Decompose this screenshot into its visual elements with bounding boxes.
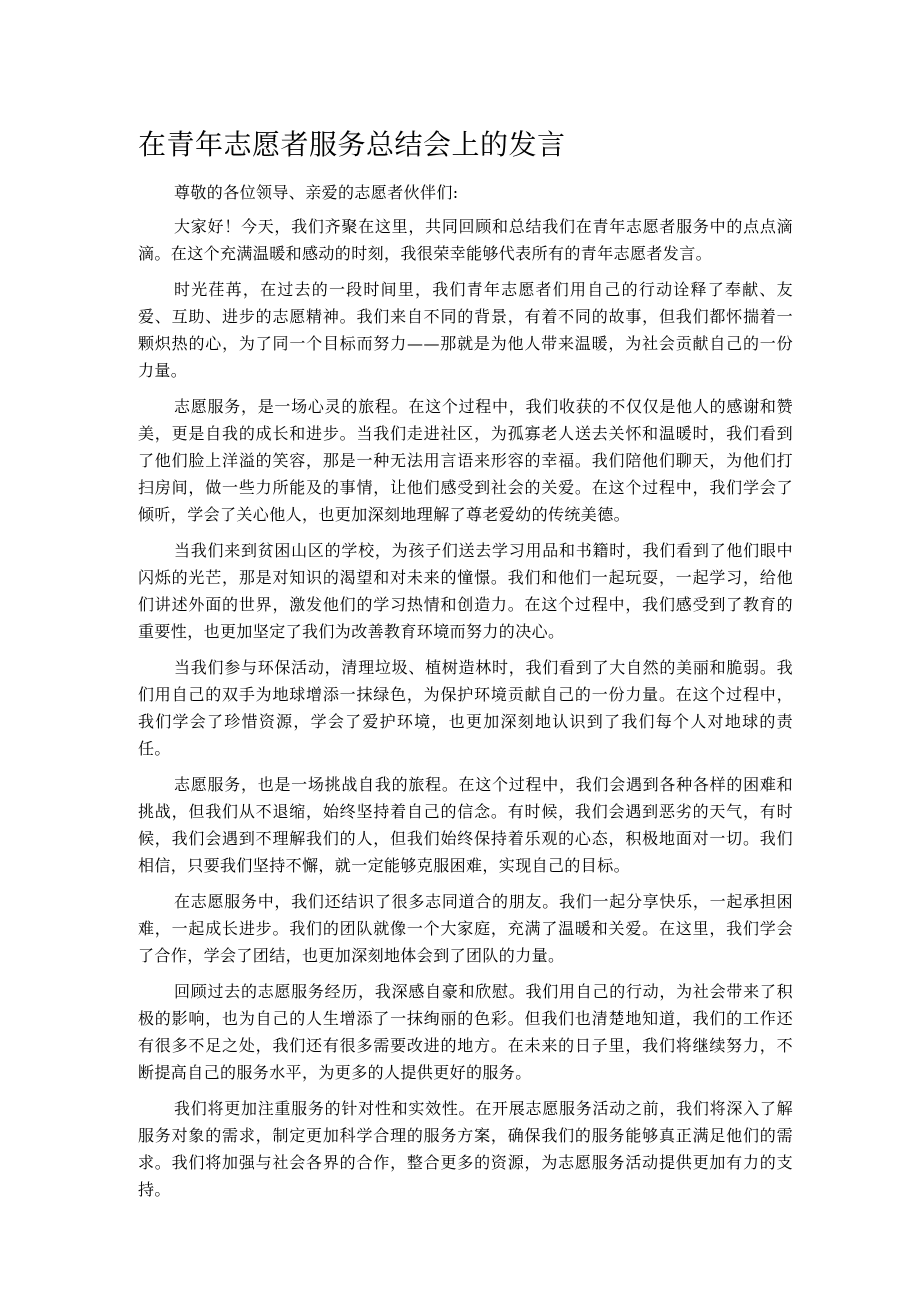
document-title: 在青年志愿者服务总结会上的发言 [138, 128, 566, 161]
paragraph-3: 志愿服务，是一场心灵的旅程。在这个过程中，我们收获的不仅仅是他人的感谢和赞美，更是自我的成长和进步。当我们走进社区，为孤寡老人送去关怀和温暖时，我们看到了他们脸上洋溢的笑容，那是一种无法用言语来形容的幸福。我们陪他们聊天，为他们打扫房间，做一些力所能及的事情，让他们感受到社会的关爱。在这个过程中，我们学会了倾听，学会了关心他人，也更加深刻地理解了尊老爱幼的传统美德。 [138, 397, 793, 524]
paragraph-7: 在志愿服务中，我们还结识了很多志同道合的朋友。我们一起分享快乐，一起承担困难，一起成长进步。我们的团队就像一个大家庭，充满了温暖和关爱。在这里，我们学会了合作，学会了团结，也更加深刻地体会到了团队的力量。 [138, 892, 793, 965]
paragraph-4: 当我们来到贫困山区的学校，为孩子们送去学习用品和书籍时，我们看到了他们眼中闪烁的光芒，那是对知识的渴望和对未来的憧憬。我们和他们一起玩耍，一起学习，给他们讲述外面的世界，激发他们的学习热情和创造力。在这个过程中，我们感受到了教育的重要性，也更加坚定了我们为改善教育环境而努力的决心。 [138, 541, 793, 641]
paragraph-5: 当我们参与环保活动，清理垃圾、植树造林时，我们看到了大自然的美丽和脆弱。我们用自己的双手为地球增添一抹绿色，为保护环境贡献自己的一份力量。在这个过程中，我们学会了珍惜资源，学会了爱护环境，也更加深刻地认识到了我们每个人对地球的责任。 [138, 658, 793, 758]
paragraph-9: 我们将更加注重服务的针对性和实效性。在开展志愿服务活动之前，我们将深入了解服务对象的需求，制定更加科学合理的服务方案，确保我们的服务能够真正满足他们的需求。我们将加强与社会各界的合作，整合更多的资源，为志愿服务活动提供更加有力的支持。 [138, 1099, 793, 1199]
paragraph-8: 回顾过去的志愿服务经历，我深感自豪和欣慰。我们用自己的行动，为社会带来了积极的影响，也为自己的人生增添了一抹绚丽的色彩。但我们也清楚地知道，我们的工作还有很多不足之处，我们还有很多需要改进的地方。在未来的日子里，我们将继续努力，不断提高自己的服务水平，为更多的人提供更好的服务。 [138, 982, 793, 1082]
paragraph-6: 志愿服务，也是一场挑战自我的旅程。在这个过程中，我们会遇到各种各样的困难和挑战，但我们从不退缩，始终坚持着自己的信念。有时候，我们会遇到恶劣的天气，有时候，我们会遇到不理解我们的人，但我们始终保持着乐观的心态，积极地面对一切。我们相信，只要我们坚持不懈，就一定能够克服困难，实现自己的目标。 [138, 775, 793, 875]
paragraph-1: 大家好！今天，我们齐聚在这里，共同回顾和总结我们在青年志愿者服务中的点点滴滴。在这个充满温暖和感动的时刻，我很荣幸能够代表所有的青年志愿者发言。 [138, 217, 793, 263]
salutation: 尊敬的各位领导、亲爱的志愿者伙伴们: [174, 183, 459, 202]
document-page [138, 126, 793, 1212]
paragraph-2: 时光荏苒，在过去的一段时间里，我们青年志愿者们用自己的行动诠释了奉献、友爱、互助、进步的志愿精神。我们来自不同的背景，有着不同的故事，但我们都怀揣着一颗炽热的心，为了同一个目标而努力——那就是为他人带来温暖，为社会贡献自己的一份力量。 [138, 280, 793, 380]
